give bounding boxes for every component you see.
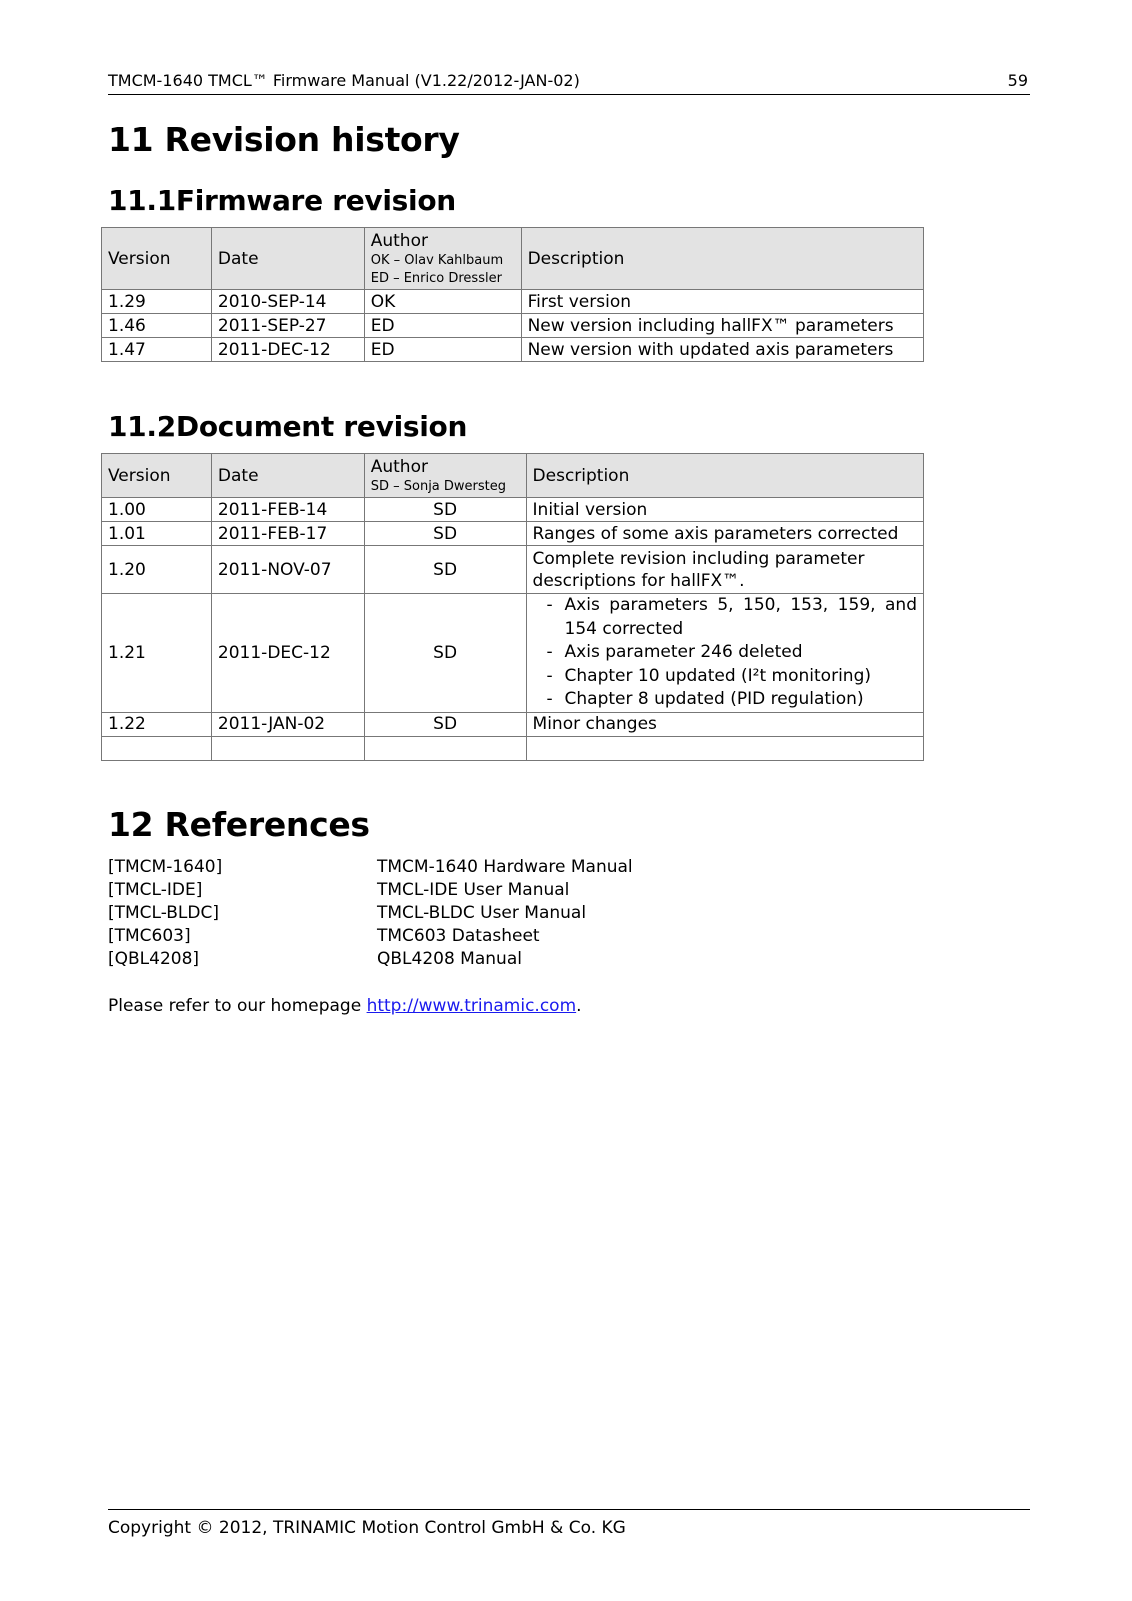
reference-item [108,925,633,948]
cell-description: Complete revision including parameter descriptions for hallFX™. [526,546,923,594]
header-version: Version [102,454,212,498]
change-list [533,594,917,712]
reference-item [108,948,633,971]
cell-date: 2010-SEP-14 [211,290,364,314]
list-item: - Chapter 8 updated (PID regulation) [533,688,917,712]
cell-date: 2011-FEB-17 [211,522,364,546]
author-label: Author [370,456,428,477]
document-revision-table [101,453,924,761]
homepage-link[interactable]: http://www.trinamic.com [366,996,577,1016]
cell-date: 2011-NOV-07 [211,546,364,594]
reference-title: TMCL-IDE User Manual [377,880,570,900]
firmware-revision-table [101,227,924,362]
cell-date: 2011-SEP-27 [211,314,364,338]
cell-author: SD [364,712,526,736]
cell-description [526,594,923,713]
header-author [364,454,526,498]
reference-key: [TMC603] [108,926,191,946]
page-number: 59 [1007,71,1028,90]
cell-version: 1.29 [102,290,212,314]
cell-author: SD [364,498,526,522]
cell-description: New version with updated axis parameters [521,338,923,362]
table-row [102,498,924,522]
header-title: TMCM-1640 TMCL™ Firmware Manual (V1.22/2012-JAN-02) [108,71,580,90]
header-date: Date [211,228,364,290]
cell-empty [526,736,923,760]
page-footer [108,1509,1030,1538]
reference-key: [TMCM-1640] [108,857,223,877]
cell-description: Initial version [526,498,923,522]
cell-author: ED [364,338,521,362]
table-row [102,522,924,546]
author-key-sd: SD – Sonja Dwersteg [370,478,507,494]
cell-description: Minor changes [526,712,923,736]
empty-table-row [102,736,924,760]
cell-empty [211,736,364,760]
copyright-text: Copyright © 2012, TRINAMIC Motion Control GmbH & Co. KG [108,1518,626,1538]
table-row [102,338,924,362]
cell-description: First version [521,290,923,314]
reference-key: [TMCL-BLDC] [108,903,219,923]
note-text: Please refer to our homepage [108,996,367,1016]
table-header-row [102,454,924,498]
reference-title: TMCM-1640 Hardware Manual [377,857,633,877]
reference-title: QBL4208 Manual [377,949,522,969]
header-date: Date [211,454,364,498]
cell-version: 1.00 [102,498,212,522]
references-list [108,856,633,971]
cell-author: SD [364,546,526,594]
reference-key: [QBL4208] [108,949,200,969]
homepage-note [108,996,582,1016]
list-item: - Axis parameter 246 deleted [533,641,917,665]
reference-item [108,879,633,902]
reference-item [108,902,633,925]
table-row [102,594,924,713]
page-header [108,66,1030,95]
firmware-revision-heading: 11.1Firmware revision [108,184,456,217]
reference-item [108,856,633,879]
note-suffix: . [576,996,582,1016]
cell-version: 1.20 [102,546,212,594]
cell-empty [364,736,526,760]
table-header-row [102,228,924,290]
author-label: Author [370,230,428,251]
cell-version: 1.47 [102,338,212,362]
cell-author: ED [364,314,521,338]
cell-date: 2011-DEC-12 [211,594,364,713]
author-key-ed: ED – Enrico Dressler [370,270,502,286]
header-description: Description [521,228,923,290]
section-12-heading: 12 References [108,805,370,844]
cell-version: 1.22 [102,712,212,736]
author-key-ok: OK – Olav Kahlbaum [370,252,504,268]
reference-title: TMC603 Datasheet [377,926,540,946]
table-row [102,546,924,594]
cell-description: Ranges of some axis parameters corrected [526,522,923,546]
table-row [102,314,924,338]
cell-version: 1.21 [102,594,212,713]
cell-date: 2011-DEC-12 [211,338,364,362]
header-version: Version [102,228,212,290]
reference-key: [TMCL-IDE] [108,880,203,900]
reference-title: TMCL-BLDC User Manual [377,903,587,923]
section-11-heading: 11 Revision history [108,120,460,159]
list-item: - Axis parameters 5, 150, 153, 159, and 154 corrected [533,594,917,641]
document-revision-heading: 11.2Document revision [108,410,468,443]
header-author [364,228,521,290]
cell-version: 1.46 [102,314,212,338]
cell-author: OK [364,290,521,314]
header-description: Description [526,454,923,498]
cell-empty [102,736,212,760]
cell-date: 2011-FEB-14 [211,498,364,522]
cell-author: SD [364,594,526,713]
cell-description: New version including hallFX™ parameters [521,314,923,338]
table-row [102,712,924,736]
cell-date: 2011-JAN-02 [211,712,364,736]
list-item: - Chapter 10 updated (I²t monitoring) [533,665,917,689]
cell-version: 1.01 [102,522,212,546]
table-row [102,290,924,314]
cell-author: SD [364,522,526,546]
